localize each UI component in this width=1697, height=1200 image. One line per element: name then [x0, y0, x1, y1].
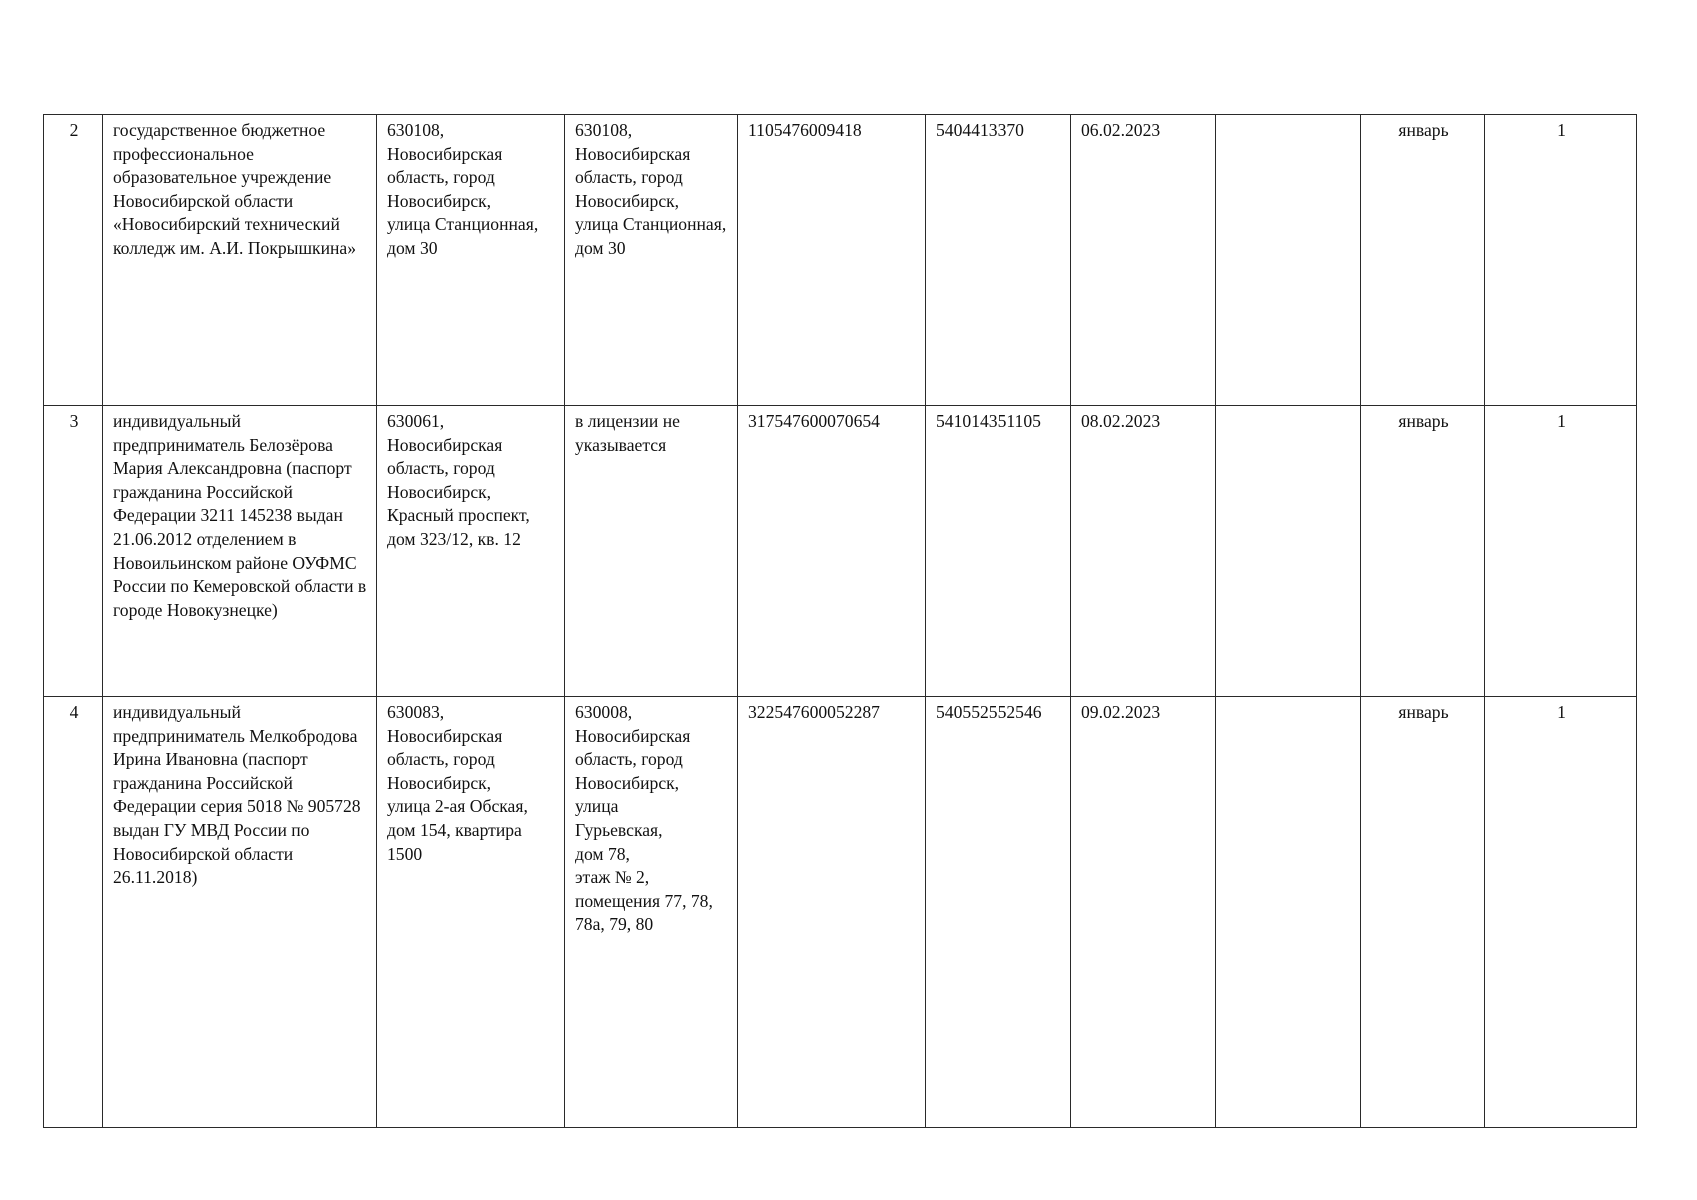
date: 09.02.2023 [1071, 697, 1216, 1128]
count: 1 [1485, 406, 1637, 697]
empty-cell [1216, 115, 1361, 406]
month: январь [1361, 115, 1485, 406]
table-row [44, 115, 1637, 406]
row-number: 2 [44, 115, 103, 406]
ogrn: 317547600070654 [738, 406, 926, 697]
organization-name: индивидуальный предприниматель Мелкобродова Ирина Ивановна (паспорт гражданина Российской Федерации серия 5018 № 905728 выдан ГУ МВД России по Новосибирской области 26.11.2018) [103, 697, 377, 1128]
row-number: 4 [44, 697, 103, 1128]
empty-cell [1216, 406, 1361, 697]
activity-address: в лицензии не указывается [565, 406, 738, 697]
legal-address: 630083, Новосибирская область, город Новосибирск, улица 2-ая Обская, дом 154, квартира 1500 [377, 697, 565, 1128]
activity-address: 630108, Новосибирская область, город Новосибирск, улица Станционная, дом 30 [565, 115, 738, 406]
ogrn: 322547600052287 [738, 697, 926, 1128]
organization-name: государственное бюджетное профессиональное образовательное учреждение Новосибирской области «Новосибирский технический колледж им. А.И. Покрышкина» [103, 115, 377, 406]
ogrn: 1105476009418 [738, 115, 926, 406]
inn: 540552552546 [926, 697, 1071, 1128]
activity-address: 630008, Новосибирская область, город Новосибирск, улица Гурьевская, дом 78, этаж № 2, помещения 77, 78, 78а, 79, 80 [565, 697, 738, 1128]
table-row [44, 406, 1637, 697]
registry-table [43, 114, 1637, 1128]
month: январь [1361, 406, 1485, 697]
row-number: 3 [44, 406, 103, 697]
table-row [44, 697, 1637, 1128]
legal-address: 630108, Новосибирская область, город Новосибирск, улица Станционная, дом 30 [377, 115, 565, 406]
date: 06.02.2023 [1071, 115, 1216, 406]
month: январь [1361, 697, 1485, 1128]
empty-cell [1216, 697, 1361, 1128]
date: 08.02.2023 [1071, 406, 1216, 697]
inn: 541014351105 [926, 406, 1071, 697]
count: 1 [1485, 115, 1637, 406]
legal-address: 630061, Новосибирская область, город Новосибирск, Красный проспект, дом 323/12, кв. 12 [377, 406, 565, 697]
inn: 5404413370 [926, 115, 1071, 406]
organization-name: индивидуальный предприниматель Белозёрова Мария Александровна (паспорт гражданина Российской Федерации 3211 145238 выдан 21.06.2012 отделением в Новоильинском районе ОУФМС России по Кемеровской области в городе Новокузнецке) [103, 406, 377, 697]
count: 1 [1485, 697, 1637, 1128]
